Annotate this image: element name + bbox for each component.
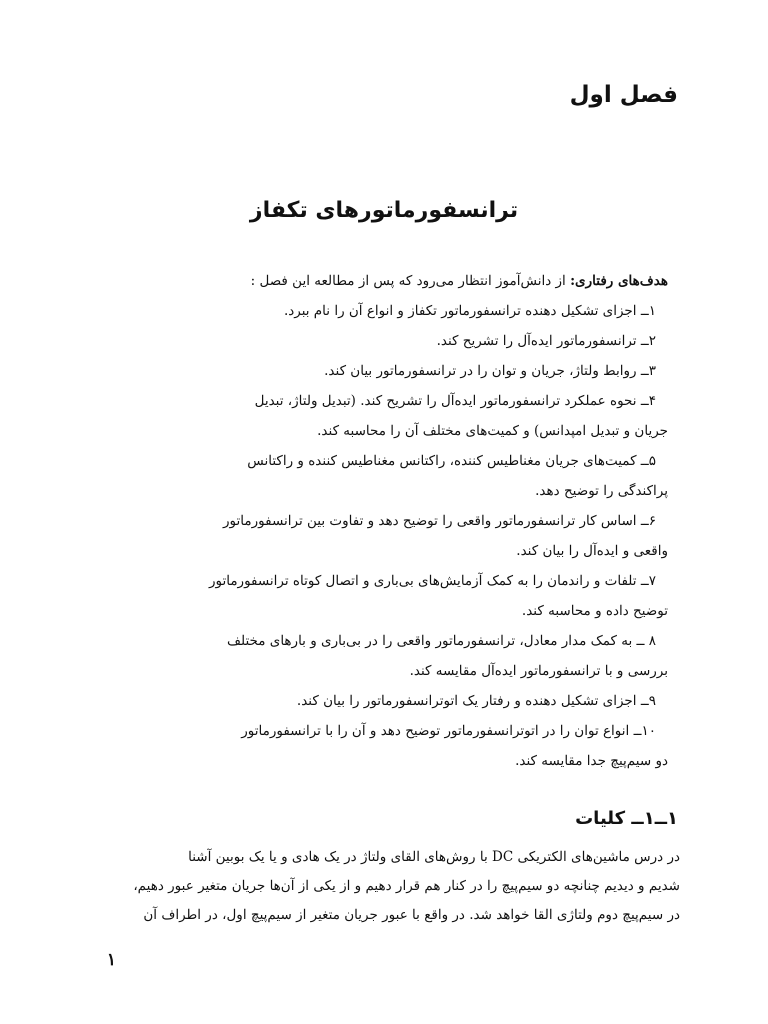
objective-line-continued: واقعی و ایده‌آل را بیان کند. <box>516 543 668 559</box>
objectives-heading: هدف‌های رفتاری: <box>570 273 668 289</box>
objective-item <box>148 446 668 506</box>
objective-line: ۷ــ تلفات و راندمان را به کمک آزمایش‌های بی‌باری و اتصال کوتاه ترانسفورماتور <box>208 573 656 589</box>
chapter-label: فصل اول <box>569 82 678 108</box>
objective-line: ۶ــ اساس کار ترانسفورماتور واقعی را توضیح دهد و تفاوت بین ترانسفورماتور <box>223 513 656 529</box>
objective-item <box>148 716 668 776</box>
objective-line: ۱۰ــ انواع توان را در اتوترانسفورماتور توضیح دهد و آن را با ترانسفورماتور <box>241 723 656 739</box>
paragraph-line: در سیم‌پیچ دوم ولتاژی القا خواهد شد. در واقع با عبور جریان متغیر از سیم‌پیچ اول، در اطراف آن <box>143 907 680 923</box>
paragraph-line: شدیم و دیدیم چنانچه دو سیم‌پیچ را در کنار هم قرار دهیم و از یکی از آن‌ها جریان متغیر عبور دهیم، <box>133 878 680 894</box>
objective-item <box>148 326 668 356</box>
page-number: ۱ <box>106 950 116 970</box>
objective-item <box>148 566 668 626</box>
section-heading: ۱ــ۱ــ کلیات <box>575 808 678 829</box>
objective-line: ۳ــ روابط ولتاژ، جریان و توان را در ترانسفورماتور بیان کند. <box>324 363 656 379</box>
objective-item <box>148 296 668 326</box>
paragraph-line: در درس ماشین‌های الکتریکی DC با روش‌های القای ولتاژ در یک هادی و یا یک بوبین آشنا <box>188 849 680 865</box>
objective-line-continued: پراکندگی را توضیح دهد. <box>535 483 668 499</box>
objective-line: ۵ــ کمیت‌های جریان مغناطیس کننده، راکتانس مغناطیس کننده و راکتانس <box>247 453 656 469</box>
objective-line: ۸ ــ به کمک مدار معادل، ترانسفورماتور واقعی را در بی‌باری و بارهای مختلف <box>227 633 656 649</box>
objective-line: ۱ــ اجزای تشکیل دهنده ترانسفورماتور تکفاز و انواع آن را نام ببرد. <box>283 303 656 319</box>
objective-item <box>148 626 668 686</box>
objective-line: ۴ــ نحوه عملکرد ترانسفورماتور ایده‌آل را تشریح کند. (تبدیل ولتاژ، تبدیل <box>254 393 656 409</box>
chapter-title: ترانسفورماتورهای تکفاز <box>249 198 519 223</box>
objective-line-continued: دو سیم‌پیچ جدا مقایسه کند. <box>515 753 668 769</box>
objectives-list <box>148 296 668 776</box>
objective-line-continued: بررسی و با ترانسفورماتور ایده‌آل مقایسه کند. <box>409 663 668 679</box>
objective-item <box>148 686 668 716</box>
objective-line: ۹ــ اجزای تشکیل دهنده و رفتار یک اتوترانسفورماتور را بیان کند. <box>296 693 656 709</box>
objective-item <box>148 356 668 386</box>
behavioral-objectives <box>148 266 668 776</box>
objectives-intro <box>148 266 668 296</box>
objective-line: ۲ــ ترانسفورماتور ایده‌آل را تشریح کند. <box>436 333 656 349</box>
objectives-intro-text: از دانش‌آموز انتظار می‌رود که پس از مطالعه این فصل : <box>250 273 571 289</box>
objective-line-continued: توضیح داده و محاسبه کند. <box>521 603 668 619</box>
section-paragraph <box>90 843 680 930</box>
objective-line-continued: جریان و تبدیل امپدانس) و کمیت‌های مختلف آن را محاسبه کند. <box>317 423 668 439</box>
objective-item <box>148 506 668 566</box>
objective-item <box>148 386 668 446</box>
